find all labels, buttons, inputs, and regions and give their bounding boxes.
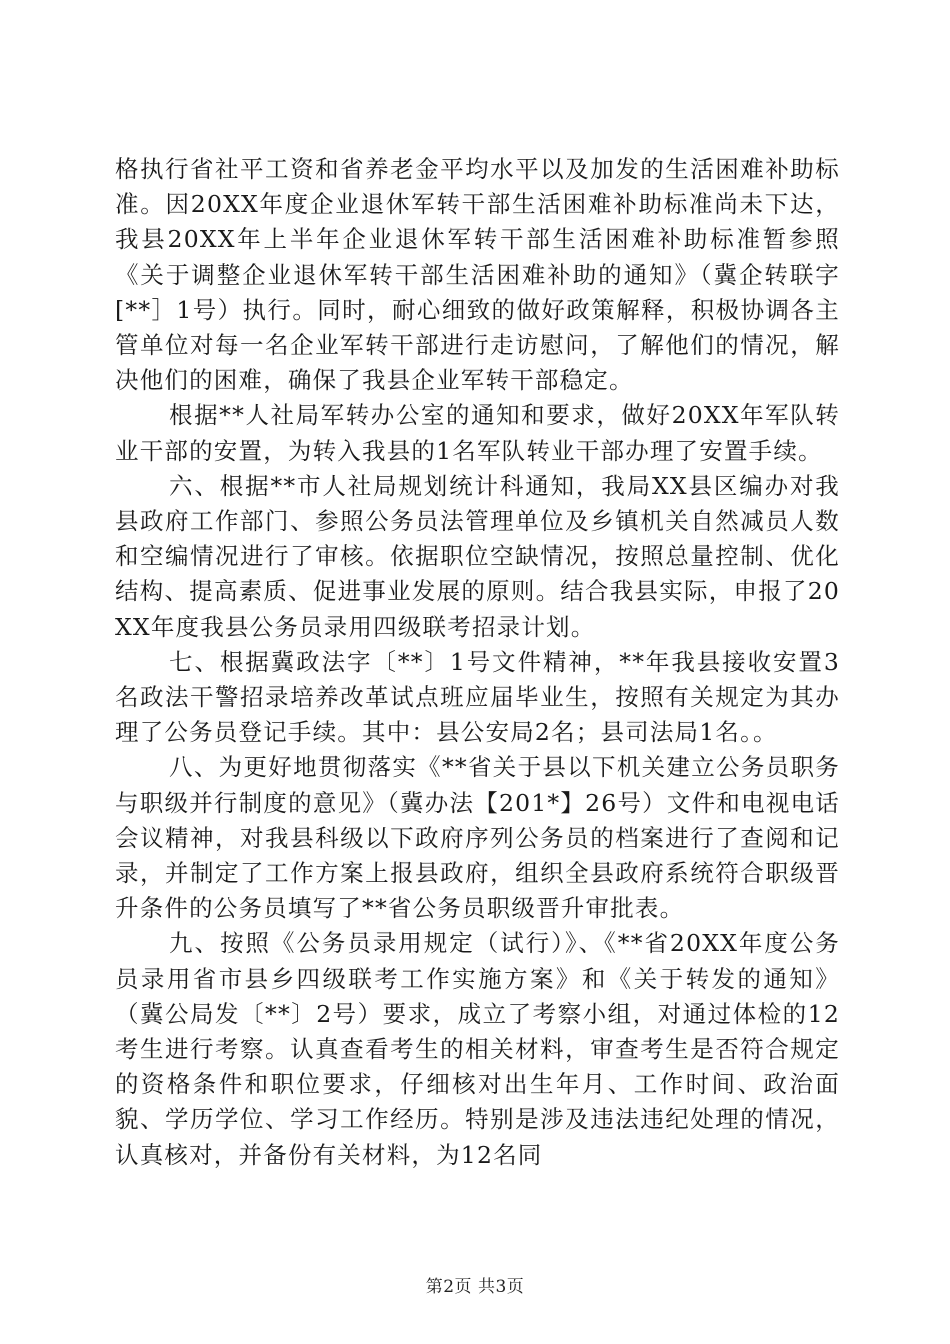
paragraph-section-eight: 八、为更好地贯彻落实《**省关于县以下机关建立公务员职务与职级并行制度的意见》（冀办法【201*】26号）文件和电视电话会议精神，对我县科级以下政府序列公务员的档案进行了查阅和记录，并制定了工作方案上报县政府，组织全县政府系统符合职级晋升条件的公务员填写了**省公务员职级晋升审批表。 — [115, 753, 840, 923]
document-body — [115, 152, 840, 1173]
paragraph-section-nine: 九、按照《公务员录用规定（试行）》、《**省20XX年度公务员录用省市县乡四级联考工作实施方案》和《关于转发的通知》（冀公局发〔**〕2号）要求，成立了考察小组，对通过体检的12考生进行考察。认真查看考生的相关材料，审查考生是否符合规定的资格条件和职位要求，仔细核对出生年月、工作时间、政治面貌、学历学位、学习工作经历。特别是涉及违法违纪处理的情况，认真核对，并备份有关材料，为12名同 — [115, 929, 840, 1169]
paragraph-continuation: 格执行省社平工资和省养老金平均水平以及加发的生活困难补助标准。因20XX年度企业退休军转干部生活困难补助标准尚未下达，我县20XX年上半年企业退休军转干部生活困难补助标准暂参照《关于调整企业退休军转干部生活困难补助的通知》（冀企转联字[**］1号）执行。同时，耐心细致的做好政策解释，积极协调各主管单位对每一名企业军转干部进行走访慰问，了解他们的情况，解决他们的困难，确保了我县企业军转干部稳定。 — [115, 155, 840, 395]
paragraph-military-cadre-placement: 根据**人社局军转办公室的通知和要求，做好20XX年军队转业干部的安置，为转入我县的1名军队转业干部办理了安置手续。 — [115, 401, 840, 465]
paragraph-section-seven: 七、根据冀政法字〔**〕1号文件精神，**年我县接收安置3名政法干警招录培养改革试点班应届毕业生，按照有关规定为其办理了公务员登记手续。其中：县公安局2名；县司法局1名。。 — [115, 647, 840, 747]
paragraph-section-six: 六、根据**市人社局规划统计科通知，我局XX县区编办对我县政府工作部门、参照公务员法管理单位及乡镇机关自然减员人数和空编情况进行了审核。依据职位空缺情况，按照总量控制、优化结构、提高素质、促进事业发展的原则。结合我县实际，申报了20XX年度我县公务员录用四级联考招录计划。 — [115, 471, 840, 641]
page-number-footer: 第2页 共3页 — [425, 1277, 525, 1297]
